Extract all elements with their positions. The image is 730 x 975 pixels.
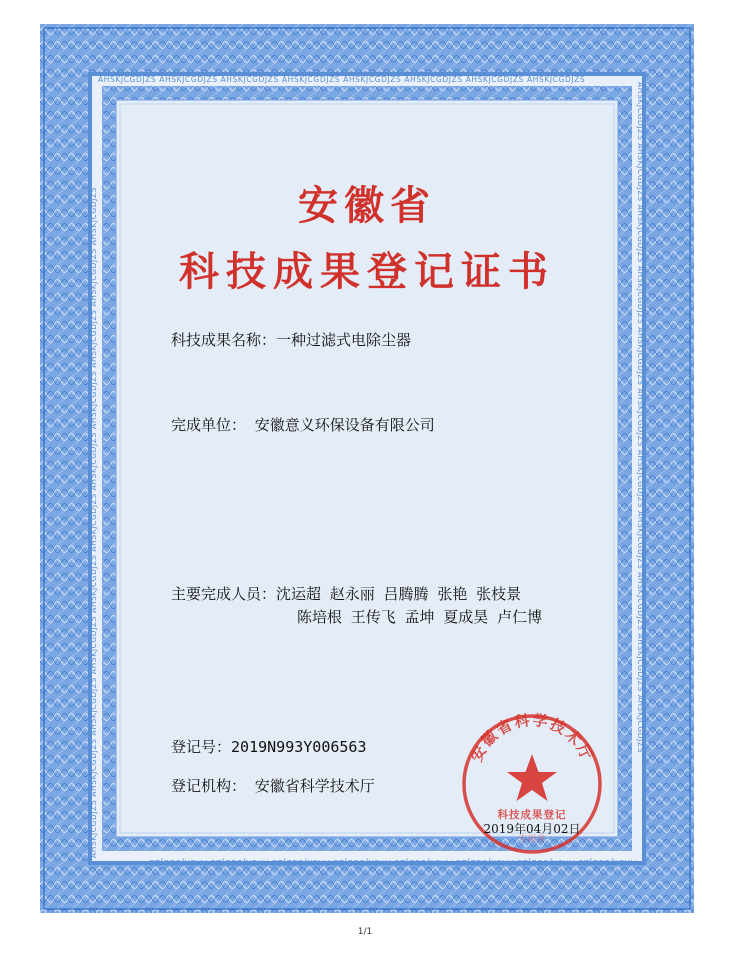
title-certificate: 科技成果登记证书 xyxy=(179,249,555,295)
seal-ring-text: 安徽省科学技术厅 xyxy=(467,710,597,765)
official-seal xyxy=(458,710,606,858)
certificate xyxy=(40,24,694,913)
registration-org-label: 登记机构： xyxy=(171,777,247,795)
achievement-name-value: 一种过滤式电除尘器 xyxy=(276,331,412,349)
completing-unit-value: 安徽意义环保设备有限公司 xyxy=(254,416,435,434)
main-personnel-line1: 沈运超 赵永丽 吕腾腾 张艳 张枝景 xyxy=(276,585,522,603)
border-microtext-top: AHSKJCGDJZS AHSKJCGDJZS AHSKJCGDJZS AHSKJCGDJZS AHSKJCGDJZS AHSKJCGDJZS AHSKJCGDJZS AHSKJCGDJZS xyxy=(98,75,586,84)
registration-org-row xyxy=(171,775,375,796)
border-microtext-left: AHSKJCGDJZS AHSKJCGDJZS AHSKJCGDJZS AHSKJCGDJZS AHSKJCGDJZS AHSKJCGDJZS AHSKJCGDJZS AHSKJCGDJZS AHSKJCGDJZS AHSKJCGDJZS AHSKJCGDJZS xyxy=(89,186,98,858)
title-province: 安徽省 xyxy=(298,183,436,229)
seal-inner-text: 科技成果登记 xyxy=(497,809,567,821)
seal-date-text: 2019年04月02日 xyxy=(483,822,581,836)
achievement-name-label: 科技成果名称： xyxy=(171,331,277,349)
completing-unit-label: 完成单位： xyxy=(171,416,247,434)
achievement-name-row xyxy=(171,329,411,350)
seal-sub-text: 专用章 xyxy=(518,835,546,845)
registration-number-value: 2019N993Y006563 xyxy=(231,738,367,756)
completing-unit-row xyxy=(171,414,435,435)
main-personnel-line2: 陈培根 王传飞 孟坤 夏成昊 卢仁博 xyxy=(297,608,543,626)
main-personnel-row xyxy=(171,583,521,604)
border-microtext-bottom: AHSKJCGDJZS AHSKJCGDJZS AHSKJCGDJZS AHSKJCGDJZS AHSKJCGDJZS AHSKJCGDJZS AHSKJCGDJZS AHSKJCGDJZS xyxy=(148,858,636,867)
border-microtext-right: AHSKJCGDJZS AHSKJCGDJZS AHSKJCGDJZS AHSKJCGDJZS AHSKJCGDJZS AHSKJCGDJZS AHSKJCGDJZS AHSKJCGDJZS AHSKJCGDJZS AHSKJCGDJZS AHSKJCGDJZS xyxy=(636,82,645,754)
registration-number-label: 登记号： xyxy=(171,738,232,756)
seal-star-icon xyxy=(507,754,557,801)
registration-org-value: 安徽省科学技术厅 xyxy=(254,777,375,795)
page-number: 1/1 xyxy=(357,927,373,937)
registration-number-row xyxy=(171,736,366,757)
main-personnel-label: 主要完成人员： xyxy=(171,585,277,603)
